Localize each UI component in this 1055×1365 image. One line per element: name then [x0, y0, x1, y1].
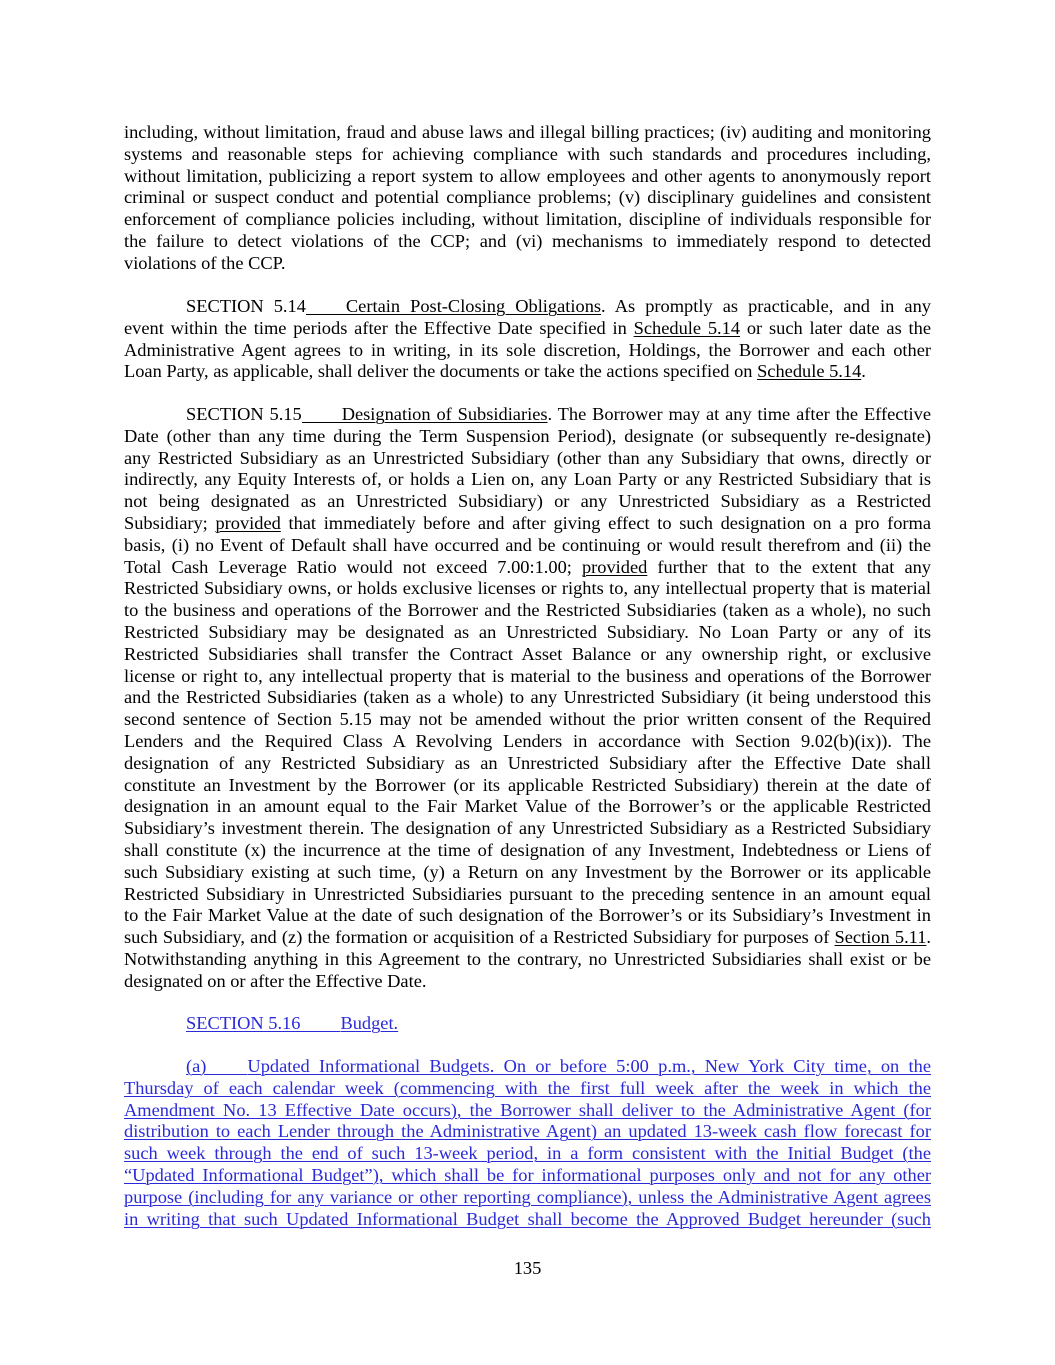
defined-term-provided: provided	[215, 512, 281, 533]
continuation-paragraph	[124, 122, 931, 275]
tab-leader	[300, 1031, 340, 1032]
text-line: designation in an amount equal to the Fair Market Value of the Borrower’s or the applicable Restricted	[124, 796, 931, 817]
text-line: indirectly, any Equity Interests of, or holds a Lien on, any Loan Party or any Restricted Subsidiary that is	[124, 469, 931, 490]
tab-leader	[306, 314, 346, 315]
text-line: purpose (including for any variance or other reporting compliance), unless the Administrative Agent agrees	[124, 1186, 931, 1207]
cross-reference: Schedule 5.14	[757, 361, 862, 382]
text-line: Administrative Agent agrees to in writing, in its sole discretion, Holdings, the Borrower and each other	[124, 339, 931, 360]
text-line: without limitation, publicizing a report system to allow employees and other agents to anonymously report	[124, 165, 931, 186]
text-line: and the Restricted Subsidiaries (taken as a whole) to any Unrestricted Subsidiary (it being understood this	[124, 687, 931, 708]
section-5-14-paragraph	[124, 296, 931, 383]
section-title: Certain Post-Closing Obligations	[345, 296, 602, 316]
text-line: including, without limitation, fraud and abuse laws and illegal billing practices; (iv) auditing and monitoring	[124, 122, 931, 142]
text-line: Lenders and the Required Class A Revolving Lenders in accordance with Section 9.02(b)(ix)). The	[124, 730, 931, 751]
section-title: Budget.	[340, 1013, 399, 1033]
text-line: Notwithstanding anything in this Agreement to the contrary, no Unrestricted Subsidiaries shall exist or be	[124, 948, 931, 969]
text-line: Subsidiary’s investment therein. The designation of any Unrestricted Subsidiary as a Restricted Subsidiary	[124, 818, 931, 839]
tab-leader	[206, 1074, 247, 1075]
text-line: license or right to, any intellectual property that is material to the business and operations of the Borrower	[124, 665, 931, 686]
section-number: SECTION 5.15	[186, 404, 302, 424]
line-text: Total Cash Leverage Ratio would not exceed 7.00:1.00;	[124, 556, 582, 577]
text-line: enforcement of compliance policies including, without limitation, discipline of individuals responsible for	[124, 209, 931, 230]
section-5-15-paragraph	[124, 404, 931, 993]
text-line: Restricted Subsidiaries shall transfer the Contract Asset Balance or any ownership right, or exclusive	[124, 643, 931, 664]
text-line: “Updated Informational Budget”), which shall be for informational purposes only and not for any other	[124, 1164, 931, 1185]
section-heading-line	[124, 404, 931, 426]
page-number: 135	[513, 1258, 542, 1278]
text-line: criminal or suspect conduct and potential compliance problems; (v) disciplinary guidelines and consistent	[124, 187, 931, 208]
text-line: violations of the CCP.	[124, 252, 286, 273]
text-line: designated on or after the Effective Date.	[124, 970, 427, 991]
text-line: such Subsidiary existing at such time, (y) a Return on any Investment by the Borrower or its applicable	[124, 861, 931, 882]
text-line: systems and reasonable steps for achieving compliance with such standards and procedures including,	[124, 143, 931, 164]
cross-reference: Section 5.11	[834, 927, 927, 948]
text-line: to the Fair Market Value at the date of such designation of the Borrower’s or its Subsidiary’s Investment in	[124, 905, 931, 926]
text-line	[124, 361, 931, 383]
line-text: Subsidiary;	[124, 512, 216, 533]
text-line: to the business and operations of the Borrower and the Restricted Subsidiaries (taken as a whole), no such	[124, 600, 931, 621]
text-line: the failure to detect violations of the CCP; and (vi) mechanisms to immediately respond to detected	[124, 230, 931, 251]
section-5-16-heading	[124, 1013, 931, 1035]
section-number: SECTION 5.14	[186, 296, 306, 316]
line-text: further that to the extent that any	[647, 556, 932, 577]
text-line	[124, 318, 931, 340]
clause-label: (a)	[186, 1056, 207, 1076]
text-line: in writing that such Updated Informational Budget shall become the Approved Budget hereunder (such	[124, 1208, 931, 1229]
line-text: event within the time periods after the Effective Date specified in	[124, 317, 634, 338]
clause-heading-line	[124, 1056, 931, 1078]
tab-leader	[302, 422, 342, 423]
text-line: Restricted Subsidiary in Unrestricted Subsidiaries pursuant to the preceding sentence in an amount equal	[124, 883, 931, 904]
text-line: Date (other than any time during the Term Suspension Period), designate (or subsequently re-designate)	[124, 425, 931, 446]
text-line: distribution to each Lender through the Administrative Agent) an updated 13-week cash flow forecast for	[124, 1121, 931, 1142]
line-text: such Subsidiary, and (z) the formation or acquisition of a Restricted Subsidiary for purposes of	[124, 927, 835, 948]
line-text: .	[861, 361, 866, 382]
text-line: basis, (i) no Event of Default shall have occurred and be continuing or would result therefrom and (ii) the	[124, 534, 931, 555]
text-line: shall constitute (x) the incurrence at the time of designation of any Investment, Indebtedness or Liens of	[124, 839, 931, 860]
section-number: SECTION 5.16	[186, 1013, 301, 1033]
line-text: that immediately before and after giving effect to such designation on a pro forma	[280, 512, 931, 533]
section-heading-line	[124, 1013, 931, 1035]
line-text: Loan Party, as applicable, shall deliver the documents or take the actions specified on	[124, 361, 758, 382]
section-heading-line	[124, 296, 931, 318]
line-text: or such later date as the	[740, 317, 931, 338]
text-line: constitute an Investment by the Borrower (or its applicable Restricted Subsidiary) therein at the date of	[124, 774, 931, 795]
text-line	[124, 513, 931, 535]
line-text: . The Borrower may at any time after the Effective	[547, 404, 931, 424]
text-line	[124, 557, 931, 579]
text-line: Thursday of each calendar week (commencing with the first full week after the week in which the	[124, 1077, 931, 1098]
clause-a-paragraph	[124, 1056, 931, 1230]
text-line: designation of any Restricted Subsidiary as an Unrestricted Subsidiary after the Effective Date shall	[124, 752, 931, 773]
line-text: .	[926, 927, 931, 948]
defined-term-provided: provided	[581, 556, 648, 577]
line-text: . As promptly as practicable, and in any	[601, 296, 931, 316]
text-line: Amendment No. 13 Effective Date occurs), the Borrower shall deliver to the Administrative Agent (for	[124, 1099, 931, 1120]
text-line: second sentence of Section 5.15 may not be amended without the prior written consent of the Required	[124, 709, 931, 730]
text-line	[124, 927, 931, 949]
line-text: Updated Informational Budgets. On or before 5:00 p.m., New York City time, on the	[247, 1056, 931, 1076]
cross-reference: Schedule 5.14	[633, 317, 741, 338]
text-line: any Restricted Subsidiary as an Unrestricted Subsidiary (other than any Subsidiary that owns, directly or	[124, 447, 931, 468]
text-line: Restricted Subsidiary owns, or holds exclusive licenses or rights to, any intellectual property that is material	[124, 578, 931, 599]
text-line: Restricted Subsidiary may be designated as an Unrestricted Subsidiary. No Loan Party or any of its	[124, 621, 931, 642]
text-line: not being designated as an Unrestricted Subsidiary) or any Unrestricted Subsidiary as a Restricted	[124, 491, 931, 512]
text-line: such week through the end of such 13-week period, in a form consistent with the Initial Budget (the	[124, 1143, 931, 1164]
section-title: Designation of Subsidiaries	[341, 404, 548, 424]
